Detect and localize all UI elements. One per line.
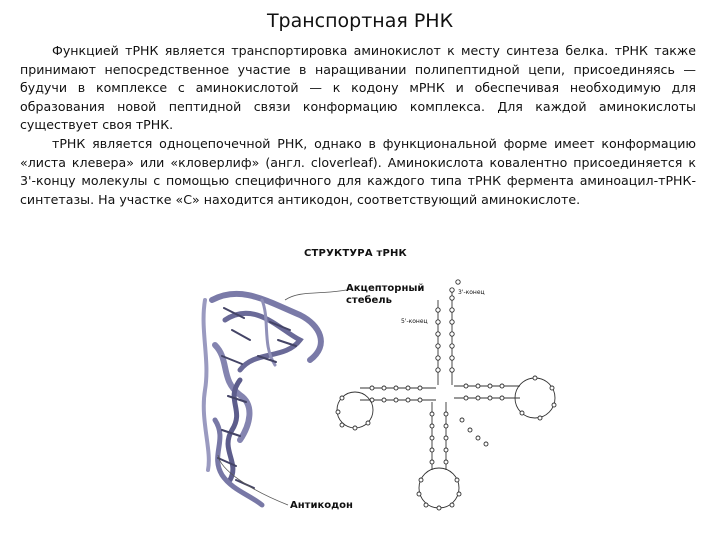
acceptor-stem-label-line2: стебель: [346, 295, 392, 306]
paragraph-1: Функцией тРНК является транспортировка аминокислот к месту синтеза белка. тРНК также принимают непосредственное участие в наращивании полипептидной цепи, присоединяясь — будучи в комплексе с аминокислотой — к кодону мРНК и обеспечивая необходимую для образования новой пептидной связи конформацию комплекса. Для каждой аминокислоты существует своя тРНК.: [20, 43, 696, 133]
trna-3d-model: [204, 294, 321, 505]
three-prime-end-label: 3'-конец: [458, 289, 485, 296]
cloverleaf-diagram: [336, 280, 556, 510]
acceptor-stem: [436, 280, 460, 385]
five-prime-end-label: 5'-конец: [401, 318, 428, 325]
figure-title: СТРУКТУРА тРНК: [304, 248, 407, 259]
variable-loop: [460, 418, 488, 446]
t-arm: [454, 376, 556, 420]
page-title: Транспортная РНК: [266, 10, 454, 32]
anticodon-arm: [417, 402, 461, 510]
d-arm: [336, 386, 436, 430]
anticodon-label: Антикодон: [290, 500, 353, 511]
acceptor-stem-label-line1: Акцепторный: [346, 283, 425, 294]
leader-line-acceptor: [285, 290, 346, 300]
paragraph-2: тРНК является одноцепочечной РНК, однако в функциональной форме имеет конформацию «листа клевера» или «кловерлиф» (англ. cloverleaf). Аминокислота ковалентно присоединяется к 3'-концу молекулы с помощью специфичного для каждого типа тРНК фермента аминоацил-тРНК-синтетазы. На участке «С» находится антикодон, соответствующий аминокислоте.: [20, 135, 696, 207]
